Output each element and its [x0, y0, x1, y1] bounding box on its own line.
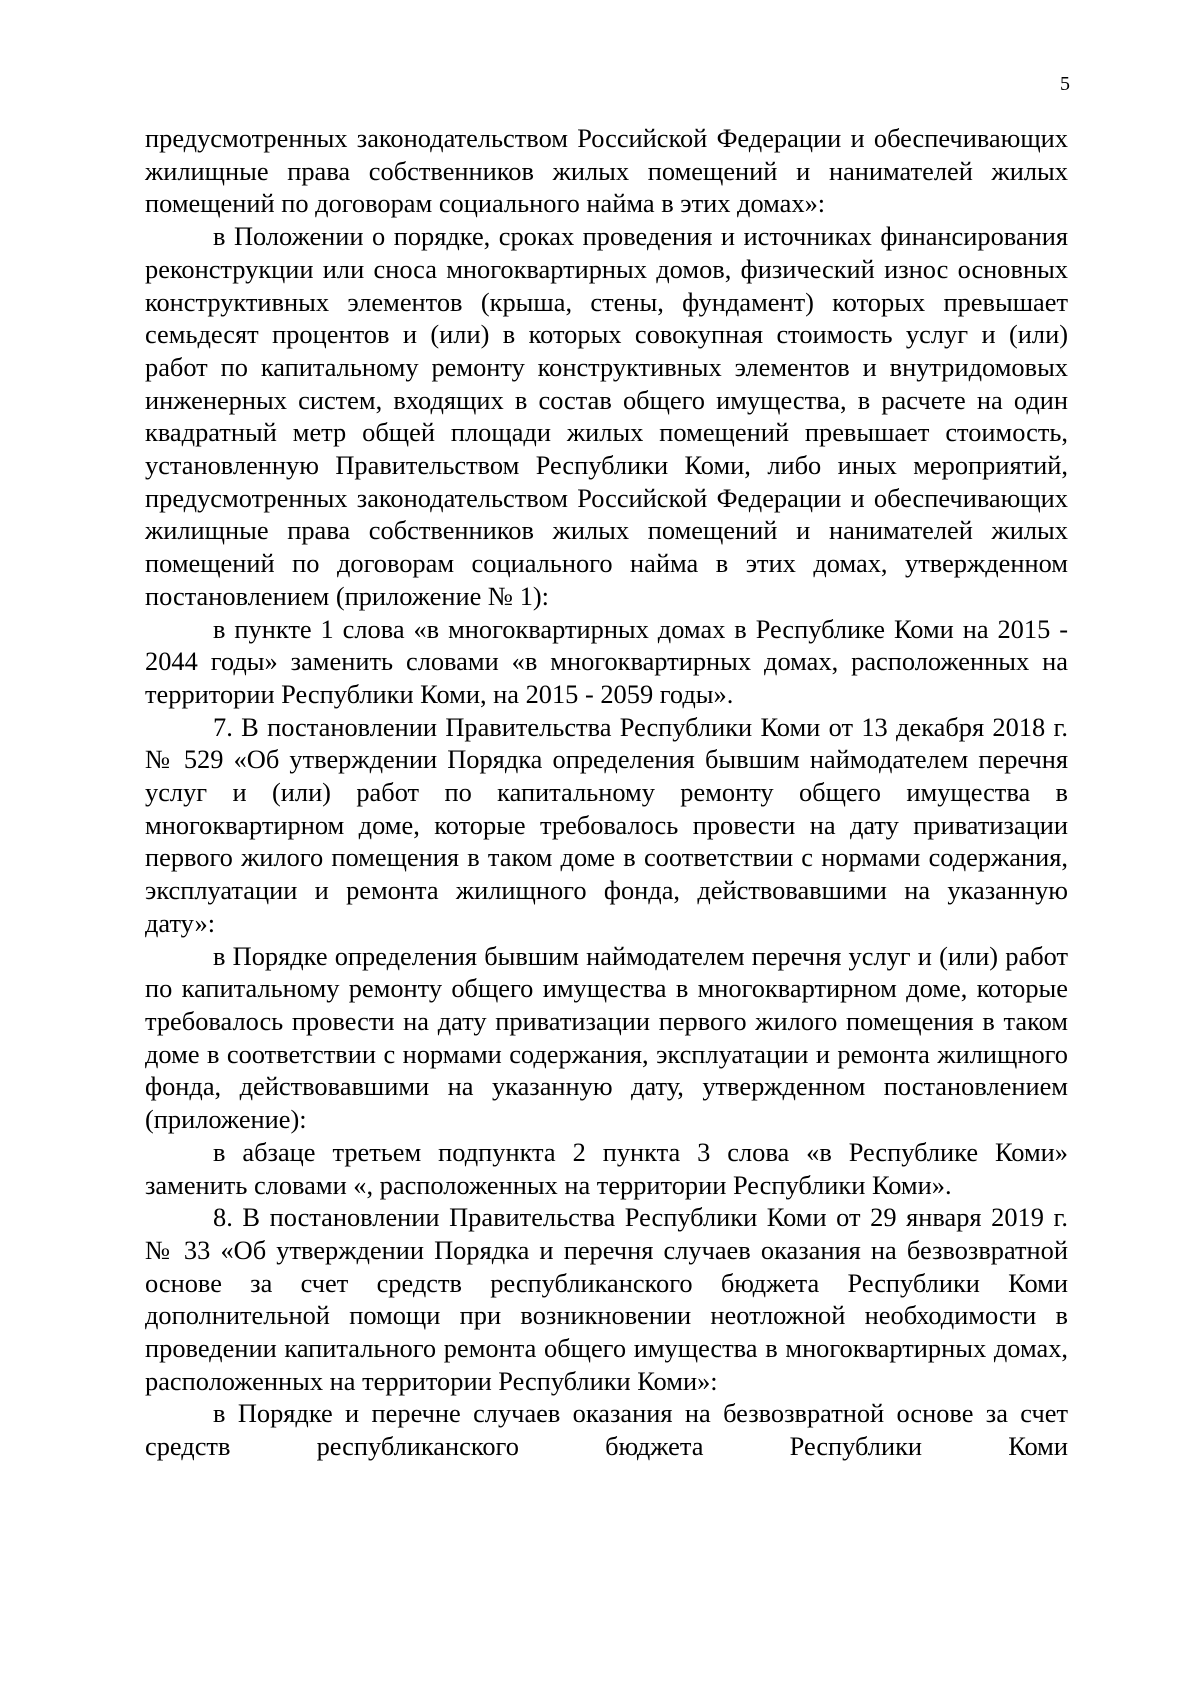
- document-body: [145, 122, 1068, 1463]
- paragraph-item-7: 7. В постановлении Правительства Республики Коми от 13 декабря 2018 г. № 529 «Об утверждении Порядка определения бывшим наймодателем перечня услуг и (или) работ по капитальному ремонту общего имущества в многоквартирном доме, которые требовалось провести на дату приватизации первого жилого помещения в таком доме в соответствии с нормами содержания, эксплуатации и ремонта жилищного фонда, действовавшими на указанную дату»:: [145, 711, 1068, 938]
- paragraph-regulation-amendment: в Положении о порядке, сроках проведения и источниках финансирования реконструкции или сноса многоквартирных домов, физический износ основных конструктивных элементов (крыша, стены, фундамент) которых превышает семьдесят процентов и (или) в которых совокупная стоимость услуг и (или) работ по капитальному ремонту конструктивных элементов и внутридомовых инженерных систем, входящих в состав общего имущества, в расчете на один квадратный метр общей площади жилых помещений превышает стоимость, установленную Правительством Республики Коми, либо иных мероприятий, предусмотренных законодательством Российской Федерации и обеспечивающих жилищные права собственников жилых помещений и нанимателей жилых помещений по договорам социального найма в этих домах, утвержденном постановлением (приложение № 1):: [145, 221, 1068, 611]
- paragraph-subpoint-change: в абзаце третьем подпункта 2 пункта 3 слова «в Республике Коми» заменить словами «, расположенных на территории Республики Коми».: [145, 1136, 1068, 1200]
- paragraph-procedure-amendment: в Порядке определения бывшим наймодателем перечня услуг и (или) работ по капитальному ремонту общего имущества в многоквартирном доме, которые требовалось провести на дату приватизации первого жилого помещения в таком доме в соответствии с нормами содержания, эксплуатации и ремонта жилищного фонда, действовавшими на указанную дату, утвержденном постановлением (приложение):: [145, 940, 1068, 1135]
- page-number: 5: [1060, 73, 1070, 95]
- paragraph-continuation: предусмотренных законодательством Российской Федерации и обеспечивающих жилищные права собственников жилых помещений и нанимателей жилых помещений по договорам социального найма в этих домах»:: [145, 123, 1068, 219]
- paragraph-procedure-list: в Порядке и перечне случаев оказания на безвозвратной основе за счет средств республиканского бюджета Республики Коми: [145, 1398, 1068, 1462]
- paragraph-item-8: 8. В постановлении Правительства Республики Коми от 29 января 2019 г. № 33 «Об утверждении Порядка и перечня случаев оказания на безвозвратной основе за счет средств республиканского бюджета Республики Коми дополнительной помощи при возникновении неотложной необходимости в проведении капитального ремонта общего имущества в многоквартирных домах, расположенных на территории Республики Коми»:: [145, 1202, 1068, 1396]
- paragraph-point-1-change: в пункте 1 слова «в многоквартирных домах в Республике Коми на 2015 - 2044 годы» заменить словами «в многоквартирных домах, расположенных на территории Республики Коми, на 2015 - 2059 годы».: [145, 613, 1068, 709]
